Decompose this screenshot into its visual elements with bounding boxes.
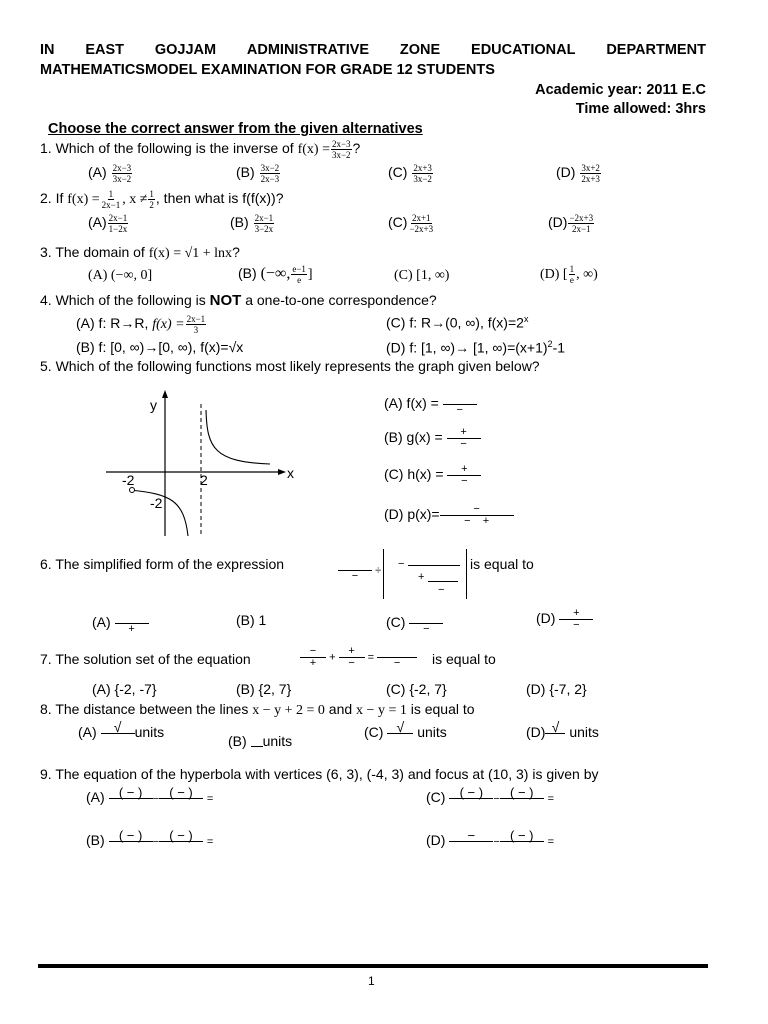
tick-neg2-x: -2: [122, 472, 135, 488]
question-2: 2. If f(x) = $\frac{1}{2x-1}$ , x ≠ $\frac{1}{2}$ , then what is f(f(x))?: [40, 189, 284, 210]
question-6: 6. The simplified form of the expression: [40, 556, 285, 572]
q4-option-a[interactable]: (A) f: R→R, f(x) = $\frac{2x-1}{3}$: [76, 314, 206, 335]
q5-option-b[interactable]: (B) g(x) = + −: [384, 427, 481, 450]
question-7: 7. The solution set of the equation: [40, 651, 251, 667]
header-word: EDUCATIONAL: [471, 42, 576, 58]
q8-option-d[interactable]: (D) √ units: [526, 719, 599, 741]
header-word: EAST: [85, 42, 124, 58]
q2-option-c[interactable]: (C) $\frac{2x+1}{-2x+3}$: [388, 213, 434, 234]
q6-bracket: − + −: [383, 549, 467, 599]
tick-neg2-y: -2: [150, 495, 163, 511]
y-arrow-icon: [162, 390, 168, 398]
q9-option-d[interactable]: (D) − − ( − ) =: [426, 828, 555, 849]
question-9: 9. The equation of the hyperbola with vertices (6, 3), (-4, 3) and focus at (10, 3) is given by: [40, 766, 599, 782]
y-label: y: [150, 397, 157, 413]
q4-option-d[interactable]: (D) f: [1, ∞)→ [1, $\infty)=(x+1)^2-1$: [386, 339, 566, 356]
q7-option-b[interactable]: (B) {2, 7}: [236, 681, 292, 697]
header-word: IN: [40, 42, 55, 58]
q8-option-a[interactable]: (A) √ units: [78, 719, 165, 741]
q1-option-a[interactable]: (A) $\frac{2x-3}{3x-2}$: [88, 163, 132, 184]
fraction: $\frac{2x-3}{3x-2}$: [331, 139, 351, 160]
q7-tail: is equal to: [432, 651, 496, 667]
q6-expression: − ÷: [338, 559, 381, 582]
q3-option-d[interactable]: (D) [ $\frac{1}{e}$ , ∞): [540, 264, 598, 285]
q3-option-b[interactable]: (B) (−∞, $\frac{e-1}{e}$ ]: [238, 264, 313, 285]
q8-option-c[interactable]: (C) √ units: [364, 719, 447, 741]
academic-year: Academic year: 2011 E.C: [535, 82, 706, 98]
instruction: Choose the correct answer from the given alternatives: [48, 121, 423, 137]
question-5: 5. Which of the following functions most likely represents the graph given below?: [40, 358, 540, 374]
q3-option-c[interactable]: (C) [1, ∞): [394, 268, 450, 283]
graph: [100, 388, 310, 538]
q9-option-b[interactable]: (B) ( − ) − ( − ) =: [86, 828, 214, 849]
q2-option-d[interactable]: (D) $\frac{-2x+3}{2x-1}$: [548, 213, 594, 234]
q6-option-d[interactable]: (D) + −: [536, 608, 593, 631]
question-3: 3. The domain of f(x) = √1 + lnx?: [40, 244, 240, 261]
question-1: 1. Which of the following is the inverse of f(x) = $\frac{2x-3}{3x-2}$ ?: [40, 139, 361, 160]
open-point: [130, 488, 135, 493]
x-arrow-icon: [278, 469, 286, 475]
tick-2-x: 2: [200, 472, 208, 488]
q2-option-a[interactable]: (A) $\frac{2x-1}{1-2x}$: [88, 213, 128, 234]
q5-option-d[interactable]: (D) p(x)= − − +: [384, 504, 514, 527]
q3-option-a[interactable]: (A) (−∞, 0]: [88, 268, 153, 283]
q9-option-c[interactable]: (C) ( − ) − ( − ) =: [426, 785, 555, 806]
q7-option-a[interactable]: (A) {-2, -7}: [92, 681, 157, 697]
q4-option-b[interactable]: (B) f: [0, ∞)→[0, ∞), f(x)=√x: [76, 339, 244, 355]
header-word: GOJJAM: [154, 42, 217, 58]
time-allowed: Time allowed: 3hrs: [575, 101, 706, 117]
header-line-1: [40, 42, 706, 58]
right-branch: [206, 410, 270, 464]
q5-option-a[interactable]: (A) f(x) = −: [384, 393, 477, 416]
q6-option-c[interactable]: (C) −: [386, 612, 443, 635]
page-number: 1: [368, 974, 375, 988]
header-word: ZONE: [399, 42, 441, 58]
q8-option-b[interactable]: (B) units: [228, 733, 293, 749]
q1-option-d[interactable]: (D) $\frac{3x+2}{2x+3}$: [556, 163, 600, 184]
q2-option-b[interactable]: (B) $\frac{2x-1}{3-2x}$: [230, 213, 274, 234]
question-8: 8. The distance between the lines x − y + 2 = 0 and x − y = 1 is equal to: [40, 701, 475, 718]
q7-option-c[interactable]: (C) {-2, 7}: [386, 681, 447, 697]
footer-rule: [38, 964, 708, 968]
q5-option-c[interactable]: (C) h(x) = + −: [384, 464, 481, 487]
header-line-2: MATHEMATICSMODEL EXAMINATION FOR GRADE 12 STUDENTS: [40, 62, 495, 78]
q6-tail: is equal to: [470, 556, 534, 572]
q6-option-a[interactable]: (A) +: [92, 612, 149, 635]
q9-option-a[interactable]: (A) ( − ) − ( − ) =: [86, 785, 214, 806]
q7-equation: − + + + − = −: [300, 646, 417, 669]
x-label: x: [287, 465, 294, 481]
q1-option-c[interactable]: (C) $\frac{2x+3}{3x-2}$: [388, 163, 432, 184]
q4-option-c[interactable]: (C) f: R→(0, ∞), $f(x)=2^x$: [386, 314, 529, 331]
q1-option-b[interactable]: (B) $\frac{3x-2}{2x-3}$: [236, 163, 280, 184]
header-word: DEPARTMENT: [606, 42, 706, 58]
q6-option-b[interactable]: (B) 1: [236, 612, 267, 628]
q7-option-d[interactable]: (D) {-7, 2}: [526, 681, 587, 697]
header-word: ADMINISTRATIVE: [246, 42, 370, 58]
question-4: 4. Which of the following is NOT a one-to-one correspondence?: [40, 292, 437, 309]
